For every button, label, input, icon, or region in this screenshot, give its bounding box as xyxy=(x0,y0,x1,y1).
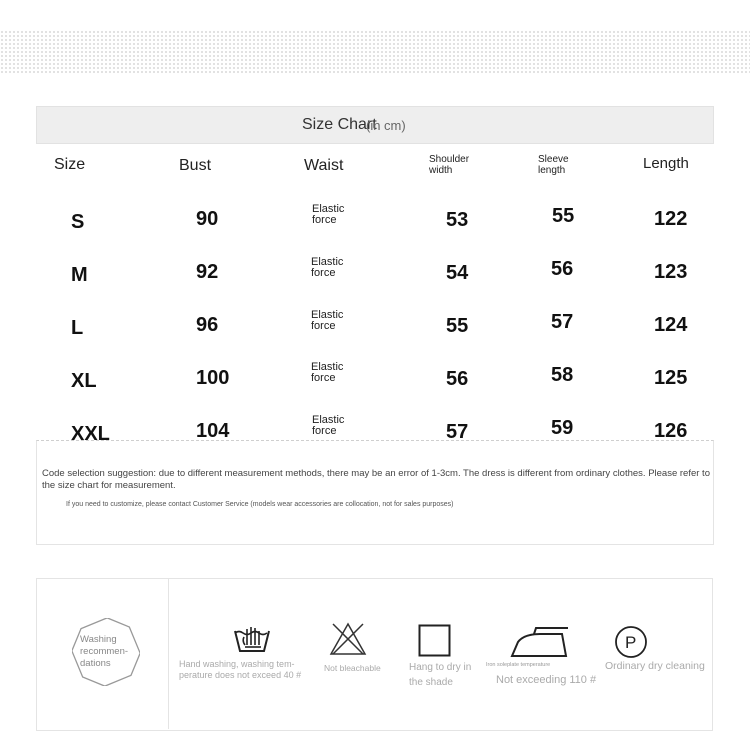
dry-clean-text: Ordinary dry cleaning xyxy=(605,660,705,672)
customize-note: If you need to customize, please contact Customer Service (models wear accessories are collocation, not for sales purposes) xyxy=(66,501,454,508)
bust-cell: 92 xyxy=(196,261,219,283)
header-sleeve-line1: Sleeve xyxy=(538,154,569,165)
dry-clean-icon xyxy=(614,625,648,659)
notes-box xyxy=(36,440,714,545)
svg-text:P: P xyxy=(625,633,637,652)
header-shoulder-line2: width xyxy=(429,165,453,176)
header-sleeve xyxy=(538,154,569,176)
iron-tiny-text: Iron soleplate temperature xyxy=(486,662,551,668)
header-length: Length xyxy=(643,155,689,172)
size-chart-title: Size Chart xyxy=(302,116,377,133)
bust-cell: 100 xyxy=(196,367,230,389)
waist-line1: Elastic xyxy=(311,361,344,373)
sleeve-cell: 58 xyxy=(551,364,574,386)
sleeve-cell: 57 xyxy=(551,311,574,333)
length-cell: 126 xyxy=(654,420,688,442)
dotted-banner xyxy=(0,30,750,74)
not-bleach-text: Not bleachable xyxy=(324,663,381,673)
sleeve-cell: 56 xyxy=(551,258,574,280)
length-cell: 123 xyxy=(654,261,688,283)
iron-text: Not exceeding 110 # xyxy=(496,674,597,686)
size-cell: M xyxy=(71,264,88,286)
dry-shade-text: Hang to dry in the shade xyxy=(409,662,472,688)
bust-cell: 96 xyxy=(196,314,219,336)
washing-title: Washing recommen-dations xyxy=(80,634,129,669)
size-cell: S xyxy=(71,211,85,233)
size-cell: XL xyxy=(71,370,97,392)
header-waist: Waist xyxy=(304,157,344,174)
waist-cell xyxy=(312,415,344,437)
shoulder-cell: 56 xyxy=(446,368,469,390)
waist-line1: Elastic xyxy=(311,256,344,268)
size-cell: L xyxy=(71,317,84,339)
length-cell: 124 xyxy=(654,314,688,336)
measurement-note: Code selection suggestion: due to different measurement methods, there may be an error of 1-3cm. The dress is different from ordinary clothes. Please refer to the size chart for measurement. xyxy=(42,468,710,491)
header-bust: Bust xyxy=(179,157,212,174)
header-sleeve-line2: length xyxy=(538,165,566,176)
shoulder-cell: 54 xyxy=(446,262,469,284)
shoulder-cell: 57 xyxy=(446,421,469,443)
waist-line1: Elastic xyxy=(312,203,345,215)
sleeve-cell: 59 xyxy=(551,417,574,439)
waist-line2: force xyxy=(311,267,336,279)
tumble-dry-icon xyxy=(418,624,452,658)
waist-cell xyxy=(311,257,343,279)
shoulder-cell: 55 xyxy=(446,315,469,337)
bust-cell: 90 xyxy=(196,208,219,230)
waist-line1: Elastic xyxy=(312,414,345,426)
hand-wash-text: Hand washing, washing tem-perature does not exceed 40 # xyxy=(179,659,302,680)
bust-cell: 104 xyxy=(196,420,230,442)
waist-line2: force xyxy=(312,425,337,437)
waist-line2: force xyxy=(311,320,336,332)
waist-line2: force xyxy=(311,372,336,384)
waist-cell xyxy=(311,310,343,332)
header-size: Size xyxy=(54,156,86,173)
length-cell: 122 xyxy=(654,208,688,230)
size-chart-unit: (in cm) xyxy=(366,118,406,133)
hand-wash-icon xyxy=(233,623,273,655)
size-cell: XXL xyxy=(71,423,110,445)
not-bleach-icon xyxy=(329,622,367,656)
washing-divider xyxy=(168,579,169,729)
sleeve-cell: 55 xyxy=(552,205,575,227)
length-cell: 125 xyxy=(654,367,688,389)
shoulder-cell: 53 xyxy=(446,209,469,231)
waist-cell xyxy=(312,204,344,226)
waist-line2: force xyxy=(312,214,337,226)
header-shoulder xyxy=(429,154,469,176)
iron-icon xyxy=(510,626,572,660)
waist-line1: Elastic xyxy=(311,309,344,321)
header-shoulder-line1: Shoulder xyxy=(429,154,470,165)
waist-cell xyxy=(311,362,343,384)
